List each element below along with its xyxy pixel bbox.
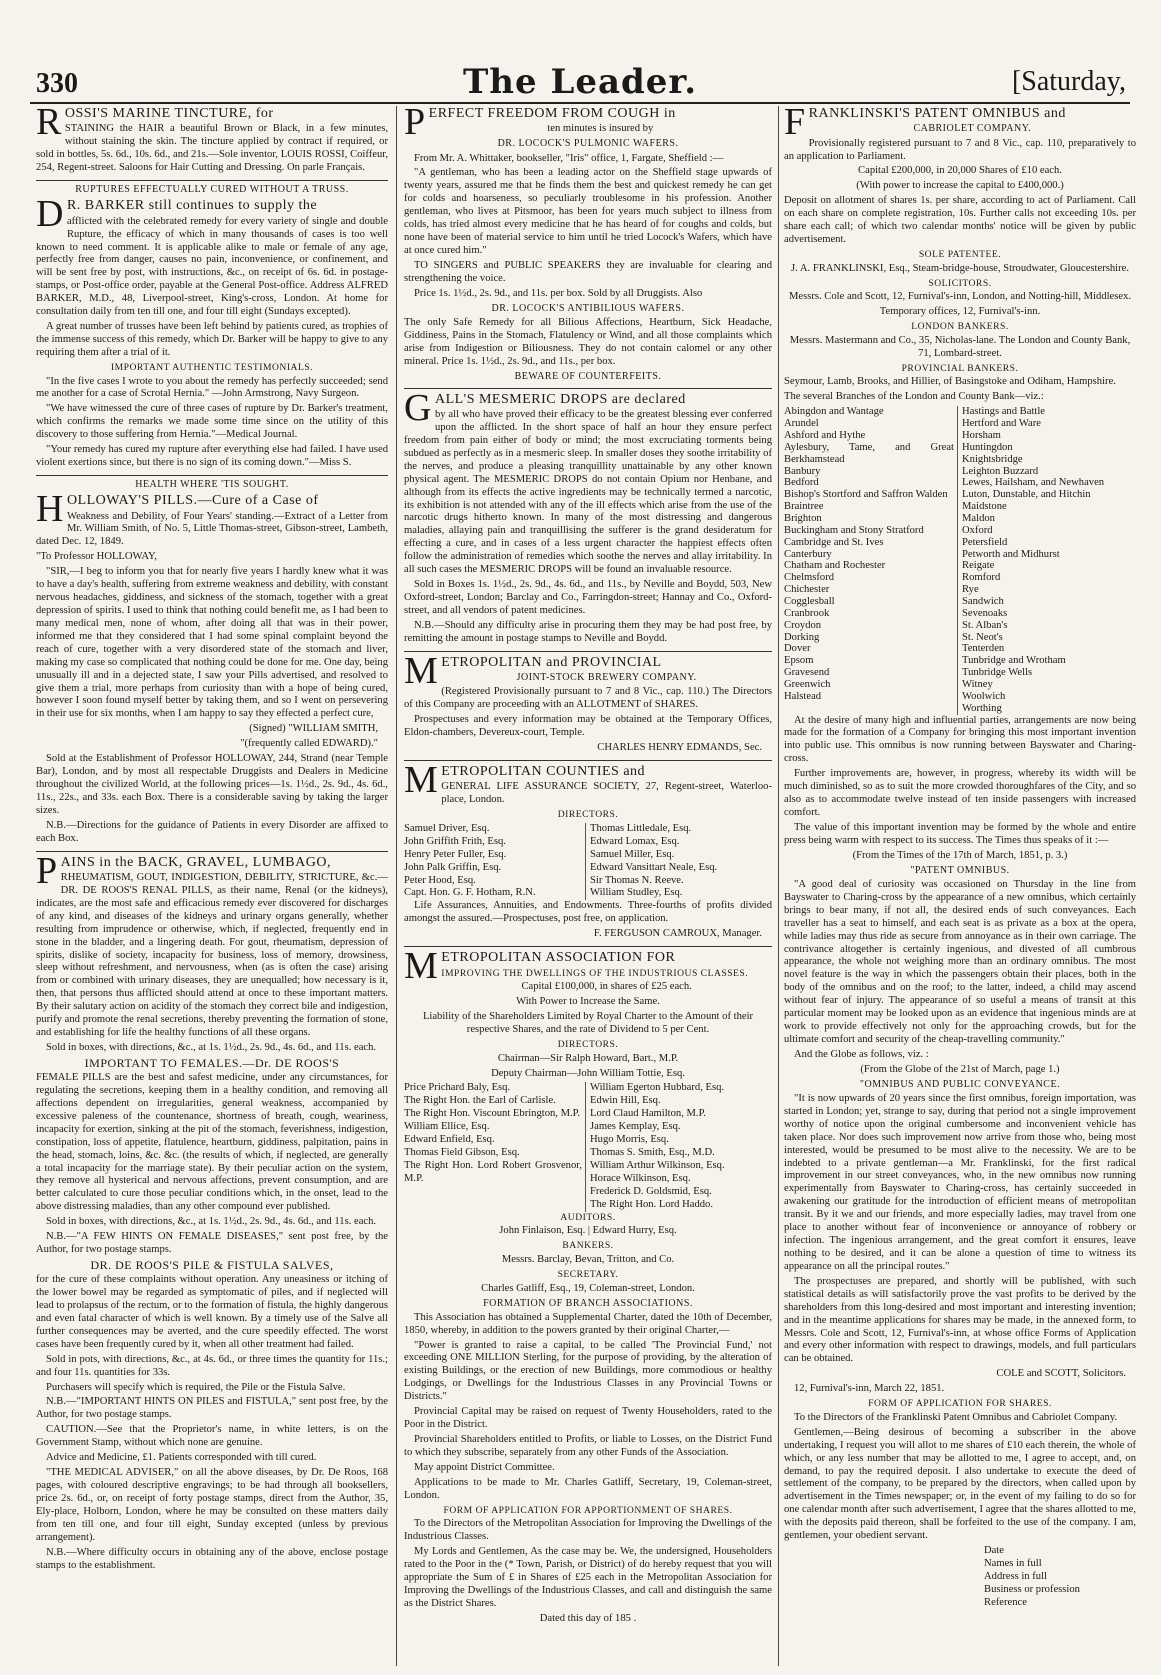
column-3: [784, 106, 1136, 1666]
chairman: Chairman—Sir Ralph Howard, Bart., M.P.: [497, 1052, 679, 1064]
auditors: John Finlaison, Esq. | Edward Hurry, Esq.: [499, 1225, 677, 1237]
ad-subtitle: ten minutes is insured by: [547, 123, 654, 135]
ad-body: Life Assurances, Annuities, and Endowments. Three-fourths of profits divided amongst the assured.—Prospectuses, post free, on application.: [404, 900, 772, 925]
branches-intro: The several Branches of the London and County Bank—viz.:: [784, 391, 1044, 403]
ad-body: Sold in Boxes 1s. 1½d., 2s. 9d., 4s. 6d., and 11s., by Neville and Boydd, 503, New Oxford-street, London; Barclay and Co., Farringdon-street; Hannay and Co., Oxford-street, and all vendors of patent medicines.: [404, 579, 772, 616]
branch-name: Hastings and Battle: [962, 406, 1045, 418]
drop-cap: P: [36, 849, 58, 892]
branch-name: Rye: [962, 584, 979, 596]
letter-signature: "(frequently called EDWARD).": [240, 738, 378, 750]
ad-body: Purchasers will specify which is required, the Pile or the Fistula Salve.: [46, 1381, 346, 1393]
press-reference: (From the Globe of the 21st of March, page 1.): [860, 1063, 1060, 1075]
deputy-chairman: Deputy Chairman—John William Tottie, Esq.: [491, 1067, 685, 1079]
ad-body: GENERAL LIFE ASSURANCE SOCIETY, 27, Regent-street, Waterloo-place, London.: [441, 781, 772, 806]
branch-name: St. Alban's: [962, 619, 1008, 631]
ad-body: Capital £200,000, in 20,000 Shares of £10 each.: [858, 165, 1062, 177]
branch-name: Petersfield: [962, 536, 1008, 548]
ad-body: Sold at the Establishment of Professor HOLLOWAY, 244, Strand (near Temple Bar), London, and by most all respectable Druggists and Dealers in Medicine throughout the civilized World, at the following prices—1s. 1½d., 2s. 9d., 4s. 6d., 11s., 22s., and 33s. each Box. There is a considerable saving by taking the larger sizes.: [36, 753, 388, 816]
drop-cap: H: [36, 488, 64, 531]
branch-name: Reigate: [962, 560, 995, 572]
testimonial: "In the five cases I wrote to you about the remedy has perfectly succeeded; send me another for a case of Scrotal Hernia." —John Armstrong, Navy Surgeon.: [36, 375, 388, 400]
secretary: Charles Gatliff, Esq., 19, Coleman-street, London.: [481, 1282, 695, 1294]
branch-name: Luton, Dunstable, and Hitchin: [962, 489, 1091, 501]
directors-list: [404, 1082, 772, 1211]
ad-note: N.B.—Should any difficulty arise in procuring them they may be had post free, by remitting the amount in postage stamps to Neville and Boydd.: [404, 619, 772, 644]
column-divider: [396, 106, 397, 1666]
ad-subtitle: DR. LOCOCK'S ANTIBILIOUS WAFERS.: [491, 302, 685, 314]
ad-body: From Mr. A. Whittaker, bookseller, "Iris" office, 1, Fargate, Sheffield :—: [414, 152, 724, 164]
branch-name: Greenwich: [784, 678, 831, 690]
director-name: William Arthur Wilkinson, Esq.: [590, 1159, 725, 1171]
ad-signature: CHARLES HENRY EDMANDS, Sec.: [597, 741, 762, 753]
ad-heading: RUPTURES EFFECTUALLY CURED WITHOUT A TRUSS.: [75, 184, 349, 196]
branch-name: Tenterden: [962, 643, 1005, 655]
ad-body: Applications to be made to Mr. Charles Gatliff, Secretary, 19, Coleman-street, London.: [404, 1476, 772, 1501]
drop-cap: G: [404, 386, 432, 429]
ad-body: afflicted with the celebrated remedy for every variety of single and double Rupture, the efficacy of which in many thousands of cases is too well known to need comment. It is applicable alike to male or female of any age, perfectly free from danger, causes no pain, inconvenience, or confinement, and will be sent free by post, with instructions, &c., on receipt of 6s. 6d. in postage-stamps, or Post-office order, payable at the General Post-office. Address ALFRED BARKER, M.D., 48, Liverpool-street, King's-cross, London. At home for consultation daily from ten till one, and four till eight (Sundays excepted).: [36, 215, 388, 318]
branch-name: Arundel: [784, 418, 819, 430]
provincial-bankers: Seymour, Lamb, Brooks, and Hillier, of Basingstoke and Odiham, Hampshire.: [784, 376, 1116, 388]
director-name: Lord Claud Hamilton, M.P.: [590, 1108, 706, 1120]
ad-signature: COLE and SCOTT, Solicitors.: [996, 1368, 1126, 1380]
ad-body: (With power to increase the capital to £400,000.): [856, 180, 1064, 192]
drop-cap: M: [404, 649, 439, 692]
ad-subheading: FORM OF APPLICATION FOR SHARES.: [868, 1398, 1052, 1410]
ad-subheading: SOLICITORS.: [928, 277, 992, 289]
solicitors: Messrs. Cole and Scott, 12, Furnival's-inn, London, and Notting-hill, Middlesex.: [788, 291, 1132, 303]
press-quote: "It is now upwards of 20 years since the first omnibus, foreign importation, was started in London; yet, strange to say, during that period not a single improvement worthy of notice upon the original cumbersome and inconvenient vehicle has taken place. Nor does such improvement now arrive from those who, being most interested, would be presumed to be most alive to the necessity. We are to be indebted to a private gentleman—a Mr. Franklinski, for the first radical improvement in our street conveyances, who, in the new omnibus now running experimentally from Bayswater to Charing-cross, has certainly succeeded in awakening our gratitude for the introduction of efficient means of metropolitan transit. By it we and our friends, and more especially ladies, may travel from one place to another without fear of inconvenience or annoyance of robbery or infection. The ingenious arrangement, and the great comfort it ensures, leave nothing to be desired, and it can be alone a question of time to witness its appearance on all the principal routes.": [784, 1092, 1136, 1272]
branch-name: Woolwich: [962, 690, 1006, 702]
drop-cap: M: [404, 758, 439, 801]
ad-title: OSSI'S MARINE TINCTURE, for: [64, 106, 274, 121]
branch-name: Halstead: [784, 690, 822, 702]
drop-cap: R: [36, 106, 62, 143]
ad-subheading: BANKERS.: [562, 1240, 614, 1252]
branch-name: Bishop's Stortford and Saffron Walden: [784, 489, 948, 501]
branch-name: Cambridge and St. Ives: [784, 536, 884, 548]
ad-title: ALL'S MESMERIC DROPS are declared: [434, 391, 686, 407]
director-name: Thomas Field Gibson, Esq.: [404, 1147, 520, 1159]
ad-body: This Association has obtained a Supplemental Charter, dated the 10th of December, 1850, whereby, in addition to the powers granted by their original Charter,—: [404, 1311, 772, 1336]
director-name: John Palk Griffin, Esq.: [404, 861, 502, 873]
ad-body: Advice and Medicine, £1. Patients corresponded with till cured.: [46, 1452, 317, 1464]
director-name: Edward Vansittart Neale, Esq.: [590, 861, 718, 873]
ad-title: ETROPOLITAN ASSOCIATION FOR: [441, 950, 676, 966]
drop-cap: M: [404, 945, 439, 988]
form-field-label: Names in full: [984, 1557, 1042, 1569]
ad-subheading: AUDITORS.: [560, 1211, 616, 1223]
ad-body: The prospectuses are prepared, and shortly will be published, with such statistical details as will satisfactorily prove the vast profits to be derived by the shareholders from this long-desired and most important and interesting invention; and in the meantime applications for shares may be made, in the annexed form, to Messrs. Cole and Scott, 12, Furnival's-inn, at whose office Forms of Application and every other information with respect to drawings, models, and full particulars can be obtained.: [784, 1275, 1136, 1365]
ad-rossi: [36, 106, 388, 181]
branch-name: Knightsbridge: [962, 453, 1023, 465]
branch-name: Maidstone: [962, 501, 1007, 513]
issue-day: [Saturday,: [1011, 66, 1126, 97]
director-name: Samuel Driver, Esq.: [404, 822, 490, 834]
branch-name: Horsham: [962, 429, 1001, 441]
ad-date: 12, Furnival's-inn, March 22, 1851.: [794, 1383, 945, 1395]
form-address: To the Directors of the Metropolitan Association for Improving the Dwellings of the Industrious Classes.: [404, 1518, 772, 1543]
branch-name: Canterbury: [784, 548, 832, 560]
ad-body: Prospectuses and every information may be obtained at the Temporary Offices, Eldon-chambers, Devereux-court, Temple.: [404, 714, 772, 739]
ad-subtitle: IMPROVING THE DWELLINGS OF THE INDUSTRIOUS CLASSES.: [441, 967, 749, 979]
ad-body: Price 1s. 1½d., 2s. 9d., and 11s. per box. Sold by all Druggists. Also: [414, 287, 703, 299]
directors-list: [404, 823, 772, 901]
ad-barker: [36, 184, 388, 476]
ad-body: Capital £100,000, in shares of £25 each.: [521, 981, 692, 993]
testimonial: "We have witnessed the cure of three cases of rupture by Dr. Barker's treatment, which confirms the remarks we made some time since on the utility of this discovery to those suffering from Hernia."—Medical Journal.: [36, 403, 388, 441]
ad-body: The value of this important invention may be formed by the whole and entire press being warm with respect to its success. The Times thus speaks of it :—: [784, 821, 1136, 846]
form-field-label: Address in full: [984, 1570, 1047, 1582]
temporary-offices: Temporary offices, 12, Furnival's-inn.: [879, 306, 1041, 318]
page-header: [30, 62, 1130, 104]
branch-name: Aylesbury, Tame, and Great Berkhamstead: [784, 441, 954, 465]
ad-body: "THE MEDICAL ADVISER," on all the above diseases, by Dr. De Roos, 168 pages, with coloured descriptive engravings; to be had through all booksellers, price 2s. 6d., or, on receipt of forty postage stamps, direct from the Author, 35, Ely-place, Holborn, London, where he may be consulted on these matters daily from ten till one, and four till eight, Sunday excepted (unless by previous arrangement).: [36, 1467, 388, 1543]
ad-subtitle: BEWARE OF COUNTERFEITS.: [514, 370, 662, 382]
ad-body: "A gentleman, who has been a leading actor on the Sheffield stage upwards of twenty years, assured me that he finds them the best and quickest remedy he can get for colds and hoarseness, so peculiarly troublesome in his profession. Another gentleman, who lives at Pitsmoor, has been for years much subject to illness from colds, has tried almost every medicine that he has heard of for coughs and colds, but none have been of material service to him until he tried Locock's Wafers, which have at once cured him.": [404, 167, 772, 256]
branch-name: Gravesend: [784, 667, 830, 679]
letter-salutation: "To Professor HOLLOWAY,: [36, 551, 157, 563]
ad-title: ERFECT FREEDOM FROM COUGH in: [428, 106, 676, 121]
ad-omnibus: [784, 106, 1136, 1613]
director-name: Sir Thomas N. Reeve.: [590, 874, 684, 886]
director-name: Capt. Hon. G. F. Hotham, R.N.: [404, 887, 536, 899]
branch-name: Croydon: [784, 619, 822, 631]
ad-body: for the cure of these complaints without operation. Any uneasiness or itching of the lower bowel may be regarded as symptomatic of piles, and if neglected will lead to prolapsus of the rectum, or to the formation of fistula, the highly dangerous and even fatal character of which is well known. By a timely use of the Salve all further consequences may be averted, and the cure speedily effected. The worst cases have been frequently cured by it, when all other treatment had failed.: [36, 1274, 388, 1350]
ad-title: AINS in the BACK, GRAVEL, LUMBAGO,: [60, 854, 331, 870]
form-field-label: Reference: [984, 1596, 1027, 1608]
ad-note: N.B.—"A FEW HINTS ON FEMALE DISEASES," sent post free, by the Author, for two postage stamps.: [36, 1231, 388, 1256]
branch-name: Cranbrook: [784, 607, 830, 619]
branch-name: Braintree: [784, 501, 824, 513]
column-divider: [778, 106, 779, 1666]
director-name: Peter Hood, Esq.: [404, 874, 476, 886]
ad-body: Provisionally registered pursuant to 7 and 8 Vic., cap. 110, preparatively to an application to Parliament.: [784, 137, 1136, 162]
form-body: Gentlemen,—Being desirous of becoming a subscriber in the above undertaking, I request you will allot to me shares of £10 each therein, the whole of which, or any less number that may be allotted to me, I agree to accept, and, on demand, to pay the required deposit. I also undertake to execute the deed of settlement of the company, to be prepared by the directors, when called upon by advertisement in the Times newspaper; or, in the event of my failing to do so for one calendar month after such advertisement, I agree that the shares allotted to me, with the deposits paid thereon, shall be forfeited to the use of the company. I am, gentlemen, your obedient servant.: [784, 1426, 1136, 1542]
branch-name: Epsom: [784, 655, 814, 667]
form-field-label: Business or profession: [984, 1583, 1080, 1595]
ad-body: by all who have proved their efficacy to be the greatest blessing ever conferred upon the afflicted. In the short space of half an hour they ensure perfect freedom from pain either of body or mind; the most excruciating torments being subdued as perfectly as in a mesmeric sleep. In smaller doses they soothe irritability of the nerves, and produce a pleasing tranquillity unattainable by any other known physical agent. The MESMERIC DROPS do not contain Opium nor Henbane, and although from its effects the active ingredients may be technically termed a narcotic, its exhibition is not attended with any of the ill effects which arise from the use of the narcotic drugs hitherto known. In many of the most distressing and dangerous maladies, allaying pain and tranquillising the sufferer is the grand desideratum for effecting a cure, and in cases of a less urgent character the happiest effects often follow the administration of remedies which soothe the nerves and allay irritability. In all such cases the MESMERIC DROPS will be found an invaluable resource.: [404, 409, 772, 576]
branch-name: Tunbridge and Wrotham: [962, 655, 1066, 667]
branch-name: Bedford: [784, 477, 819, 489]
branch-name: Sandwich: [962, 595, 1004, 607]
director-name: James Kemplay, Esq.: [590, 1121, 681, 1133]
testimonial: "Your remedy has cured my rupture after everything else had failed. I have used violent exertions since, but there is no sign of its coming down."—Miss S.: [36, 444, 388, 469]
branch-name: Brighton: [784, 512, 822, 524]
branch-name: Dorking: [784, 631, 820, 643]
page-number: 330: [36, 68, 78, 99]
letter-signature: (Signed) "WILLIAM SMITH,: [249, 723, 378, 735]
branch-name: Worthing: [962, 702, 1002, 714]
column-1: [36, 106, 388, 1666]
ad-title: RANKLINSKI'S PATENT OMNIBUS and: [808, 106, 1066, 121]
director-name: William Egerton Hubbard, Esq.: [590, 1082, 725, 1094]
director-name: John Griffith Frith, Esq.: [404, 835, 506, 847]
director-name: Edward Enfield, Esq.: [404, 1134, 495, 1146]
director-name: The Right Hon. Viscount Ebrington, M.P.: [404, 1108, 581, 1120]
ad-body: At the desire of many high and influential parties, arrangements are now being made for the formation of a Company for bringing this most important invention into public use. This omnibus is now running between Bayswater and Charing-cross.: [784, 714, 1136, 765]
ad-subtitle: DR. LOCOCK'S PULMONIC WAFERS.: [497, 138, 679, 150]
ad-body: Sold in pots, with directions, &c., at 4s. 6d., or three times the quantity for 11s.; and four 11s. quantities for 33s.: [36, 1353, 388, 1378]
branch-name: Leighton Buzzard: [962, 465, 1039, 477]
branch-name: Sevenoaks: [962, 607, 1008, 619]
ad-subheading: SOLE PATENTEE.: [918, 248, 1002, 260]
director-name: Price Prichard Baly, Esq.: [404, 1082, 511, 1094]
form-field-label: Date: [984, 1545, 1004, 1557]
branch-name: Tunbridge Wells: [962, 667, 1033, 679]
ad-signature: F. FERGUSON CAMROUX, Manager.: [593, 928, 762, 940]
ad-title: OLLOWAY'S PILLS.—Cure of a Case of: [66, 493, 319, 509]
director-name: Thomas Littledale, Esq.: [590, 822, 692, 834]
branch-name: Chelmsford: [784, 572, 835, 584]
ad-note: N.B.—"IMPORTANT HINTS ON PILES and FISTULA," sent post free, by the Author, for two postage stamps.: [36, 1396, 388, 1421]
ad-holloway: [36, 479, 388, 852]
ad-brewery: [404, 649, 772, 761]
ad-subheading: DIRECTORS.: [557, 809, 619, 821]
form-address: To the Directors of the Franklinski Patent Omnibus and Cabriolet Company.: [794, 1411, 1118, 1423]
branch-name: Buckingham and Stony Stratford: [784, 524, 924, 536]
drop-cap: D: [36, 193, 64, 236]
director-name: William Studley, Esq.: [590, 887, 683, 899]
ad-body: RHEUMATISM, GOUT, INDIGESTION, DEBILITY, STRICTURE, &c.—DR. DE ROOS'S RENAL PILLS, as their name, Renal (or the kidneys), indicates, are the most safe and efficacious remedy ever discovered for discharges of any kind, and diseases of the kidneys and urinary organs generally, whether resulting from imprudence or otherwise, which, if neglected, frequently end in stone in the bladder, and a lingering death. For gout, rheumatism, depression of spirits, dislike of society, incapacity for business, loss of memory, drowsiness, sleep without refreshment, and nervousness, when (as is often the case) arising from or combined with urinary diseases, they are unequalled; how necessary is it, then, that persons thus afflicted should attend at once to these important matters. By their salutary action on acidity of the stomach they correct bile and indigestion, purify and promote the renal secretions, thereby preventing the formation of stone, and establishing for life the healthy functions of all these organs.: [36, 871, 388, 1039]
ad-caution: CAUTION.—See that the Proprietor's name, in white letters, is on the Government Stamp, without which none are genuine.: [36, 1424, 388, 1449]
branches-list: [784, 406, 1136, 714]
branch-name: Chatham and Rochester: [784, 560, 886, 572]
director-name: William Ellice, Esq.: [404, 1121, 490, 1133]
director-name: The Right Hon. Lord Haddo.: [590, 1198, 713, 1210]
branch-name: Cogglesball: [784, 595, 835, 607]
branch-name: Romford: [962, 572, 1001, 584]
director-name: The Right Hon. Lord Robert Grosvenor, M.P.: [404, 1159, 582, 1184]
branch-name: Lewes, Hailsham, and Newhaven: [962, 477, 1105, 489]
column-2: [404, 106, 772, 1666]
patentee: J. A. FRANKLINSKI, Esq., Steam-bridge-house, Stroudwater, Gloucestershire.: [791, 262, 1129, 274]
ad-body: Deposit on allotment of shares 1s. per share, according to act of Parliament. Call on each share on complete registration, 10s. Further calls not exceeding 10s. per share each call; of which two calendar months' notice will be given by public advertisement.: [784, 195, 1136, 246]
press-quote: "A good deal of curiosity was occasioned on Thursday in the line from Bayswater to Charing-cross by the appearance of a new omnibus, which certainly brings to bear many, if not all, the desired ends of such conveyances. Each traveller has a seat to himself, and each seat is as private as a box at the opera, while ladies may thus ride as secure from annoyance as in their own carriage. The contrivance altogether is certainly ingenious, and divested of all cumbrous appearance, the whole not weighing more than an ordinary omnibus. The most novel feature is the way in which the passengers obtain their places, both in the body of the omnibus and on the roof; to the latter, indeed, a child may ascend without fear of injury. The appearance of so useful a means of transit at this particular moment may be looked upon as an evidence that ingenious minds are at work to provide effectively not only for the approaching crowds, but for the ultimate comfort and security of the cheap-travelling community.": [784, 878, 1136, 1045]
ad-body: (Registered Provisionally pursuant to 7 and 8 Vic., cap. 110.) The Directors of this Company are proceeding with an ALLOTMENT of SHARES.: [404, 686, 772, 711]
ad-subheading: PROVINCIAL BANKERS.: [901, 362, 1019, 374]
ad-body: Provincial Capital may be raised on request of Twenty Householders, rated to the Poor in the District.: [404, 1406, 772, 1431]
ad-body: Weakness and Debility, of Four Years' standing.—Extract of a Letter from Mr. William Smith, of No. 5, Little Thomas-street, Gibson-street, Lambeth, dated Dec. 12, 1849.: [36, 510, 388, 548]
london-bankers: Messrs. Mastermann and Co., 35, Nicholas-lane. The London and County Bank, 71, Lombard-street.: [789, 334, 1131, 359]
ad-subheading: DIRECTORS.: [557, 1038, 619, 1050]
branch-name: Ashford and Hythe: [784, 429, 866, 441]
ad-association: [404, 945, 772, 1631]
branch-name: Abingdon and Wantage: [784, 406, 884, 418]
ad-body: The only Safe Remedy for all Bilious Affections, Heartburn, Sick Headache, Giddiness, Pains in the Stomach, Flatulency or Wind, and all those complaints which arise from Indigestion or Biliousness. They do not contain calomel or any other mineral. Price 1s. 1½d., 2s. 9d., and 11s., per box.: [404, 316, 772, 367]
form-fields: [984, 1545, 1136, 1610]
ad-subheading: FORM OF APPLICATION FOR APPORTIONMENT OF SHARES.: [443, 1504, 733, 1516]
ad-subheading: SECRETARY.: [557, 1268, 619, 1280]
branch-name: Maldon: [962, 512, 995, 524]
press-reference: (From the Times of the 17th of March, 1851, p. 3.): [852, 849, 1068, 861]
ad-pains: [36, 849, 388, 1578]
ad-title: R. BARKER still continues to supply the: [66, 198, 318, 214]
ad-body: And the Globe as follows, viz. :: [794, 1048, 929, 1060]
form-body: My Lords and Gentlemen, As the case may be. We, the undersigned, Householders rated to the Poor in the (* Town, Parish, or District) of do hereby request that you will appropriate the Sum of £ in Shares of £25 each in the Metropolitan Association for Improving the Dwellings of the Industrious Classes, and call and distinguish the same as the District Shares.: [404, 1546, 772, 1609]
drop-cap: P: [404, 106, 426, 143]
press-heading: "OMNIBUS AND PUBLIC CONVEYANCE.: [859, 1078, 1061, 1090]
ad-heading: HEALTH WHERE 'TIS SOUGHT.: [135, 478, 289, 490]
branch-name: Banbury: [784, 465, 821, 477]
branch-name: Petworth and Midhurst: [962, 548, 1060, 560]
ad-cough: [404, 106, 772, 389]
ad-subtitle: CABRIOLET COMPANY.: [913, 123, 1032, 135]
director-name: The Right Hon. the Earl of Carlisle.: [404, 1095, 556, 1107]
director-name: Thomas S. Smith, Esq., M.D.: [590, 1147, 715, 1159]
branch-name: St. Neot's: [962, 631, 1003, 643]
bankers: Messrs. Barclay, Bevan, Tritton, and Co.: [501, 1253, 675, 1265]
branch-name: Huntingdon: [962, 441, 1013, 453]
form-date: Dated this day of 185 .: [539, 1612, 637, 1624]
branch-name: Hertford and Ware: [962, 418, 1041, 430]
ad-note: N.B.—Where difficulty occurs in obtaining any of the above, enclose postage stamps to the establishment.: [36, 1546, 388, 1571]
branch-name: Dover: [784, 643, 811, 655]
ad-subtitle: JOINT-STOCK BREWERY COMPANY.: [516, 672, 697, 684]
ad-title: ETROPOLITAN COUNTIES and: [441, 763, 646, 779]
ad-body: A great number of trusses have been left behind by patients cured, as trophies of the immense success of this remedy, which Dr. Barker will be happy to give to any requiring them after a trial of it.: [36, 321, 388, 358]
ad-subheading: IMPORTANT AUTHENTIC TESTIMONIALS.: [110, 361, 314, 373]
director-name: Henry Peter Fuller, Esq.: [404, 848, 507, 860]
ad-title: DR. DE ROOS'S PILE & FISTULA SALVES,: [90, 1257, 334, 1272]
ad-gall: [404, 386, 772, 652]
ad-title: IMPORTANT TO FEMALES.—Dr. DE ROOS'S: [84, 1055, 340, 1070]
ad-body: Provincial Shareholders entitled to Profits, or liable to Losses, on the District Fund to which they subscribe, separately from any other Funds of the Association.: [404, 1434, 772, 1458]
drop-cap: F: [784, 106, 806, 143]
ad-body: Sold in boxes, with directions, &c., at 1s. 1½d., 2s. 9d., 4s. 6d., and 11s. each.: [46, 1041, 377, 1053]
ad-counties: [404, 758, 772, 947]
ad-body: "Power is granted to raise a capital, to be called 'The Provincial Fund,' not exceeding ONE MILLION Sterling, for the purpose of providing, by the alteration of existing Buildings, or the erection of new Buildings, more commodious or healthy Lodgings, or Dwellings for the Industrious Classes in any Provincial Towns or Districts.": [404, 1339, 772, 1403]
masthead-title: The Leader.: [462, 62, 698, 102]
director-name: Frederick D. Goldsmid, Esq.: [590, 1185, 712, 1197]
director-name: Edwin Hill, Esq.: [590, 1095, 661, 1107]
ad-body: Liability of the Shareholders Limited by Royal Charter to the Amount of their respective Shares, and the rate of Dividend to 5 per Cent.: [422, 1011, 754, 1035]
press-heading: "PATENT OMNIBUS.: [910, 864, 1010, 876]
ad-body: With Power to Increase the Same.: [516, 996, 660, 1008]
ad-body: STAINING the HAIR a beautiful Brown or Black, in a few minutes, without staining the skin. The tincture applied by contract if required, or sold in bottles, 5s. 6d., 10s. 6d., and 21s.—Sole inventor, LOUIS ROSSI, Coiffeur, 254, Regent-street. Saloons for Hair Cutting and Dressing. On parle Français.: [36, 123, 388, 174]
ad-body: Further improvements are, however, in progress, whereby its width will be much diminished, so as to suit the more crowded thoroughfares of the City, and so also as to accommodate twelve instead of ten inside passengers with increased comfort.: [784, 768, 1136, 819]
director-name: Horace Wilkinson, Esq.: [590, 1172, 691, 1184]
ad-subheading: FORMATION OF BRANCH ASSOCIATIONS.: [483, 1297, 693, 1309]
ad-body: May appoint District Committee.: [414, 1461, 555, 1473]
ad-note: N.B.—Directions for the guidance of Patients in every Disorder are affixed to each Box.: [36, 819, 388, 844]
ad-body: FEMALE PILLS are the best and safest medicine, under any circumstances, for regulating the secretions, keeping them in a healthy condition, and removing all affections dependent on irregularities, general weakness, accompanied by excessive paleness of the countenance, shortness of breath, cough, weariness, incapacity for exertion, sinking at the pit of the stomach, feverishness, indigestion, constipation, loss of appetite, flatulence, heartburn, giddiness, palpitation, pains in the head, stomach, loins, &c. &c. (the results of which, if neglected, are generally a total incapacity for the marriage state). By their peculiar action on the system, they remove all hysterical and nervous affections, prevent consumption, and are better calculated to cure those peculiar conditions which, in the onset, lead to the above distressing maladies, than any other compound ever published.: [36, 1072, 388, 1213]
director-name: Edward Lomax, Esq.: [590, 835, 680, 847]
director-name: Samuel Miller, Esq.: [590, 848, 675, 860]
director-name: Hugo Morris, Esq.: [590, 1134, 669, 1146]
ad-subheading: LONDON BANKERS.: [911, 321, 1009, 333]
branch-name: Chichester: [784, 584, 830, 596]
branch-name: Witney: [962, 678, 993, 690]
ad-body: TO SINGERS and PUBLIC SPEAKERS they are invaluable for clearing and strengthening the voice.: [404, 259, 772, 284]
letter-body: "SIR,—I beg to inform you that for nearly five years I hardly knew what it was to have a day's health, suffering from extreme weakness and debility, with constant nervous headaches, giddiness, and sickness of the stomach, together with a great depression of spirits. I used to think that nothing could benefit me, as I had been to many medical men, none of whom, after doing all that was in their power, informed me that they considered that I had some spinal complaint beyond the reach of cure, together with a very disordered state of the stomach and liver, making my case so complicated that nothing could be done for me. One day, being unusually ill and in a dejected state, I saw your Pills advertised, and resolved to give them a trial, more perhaps from curiosity than with a hope of being cured, however I soon found myself better by taking them, and so I went on persevering in their use for six months, when I am happy to say they effected a perfect cure,: [36, 566, 388, 720]
ad-title: ETROPOLITAN and PROVINCIAL: [441, 654, 662, 670]
ad-body: Sold in boxes, with directions, &c., at 1s. 1½d., 2s. 9d., 4s. 6d., and 11s. each.: [46, 1216, 377, 1228]
branch-name: Oxford: [962, 524, 993, 536]
